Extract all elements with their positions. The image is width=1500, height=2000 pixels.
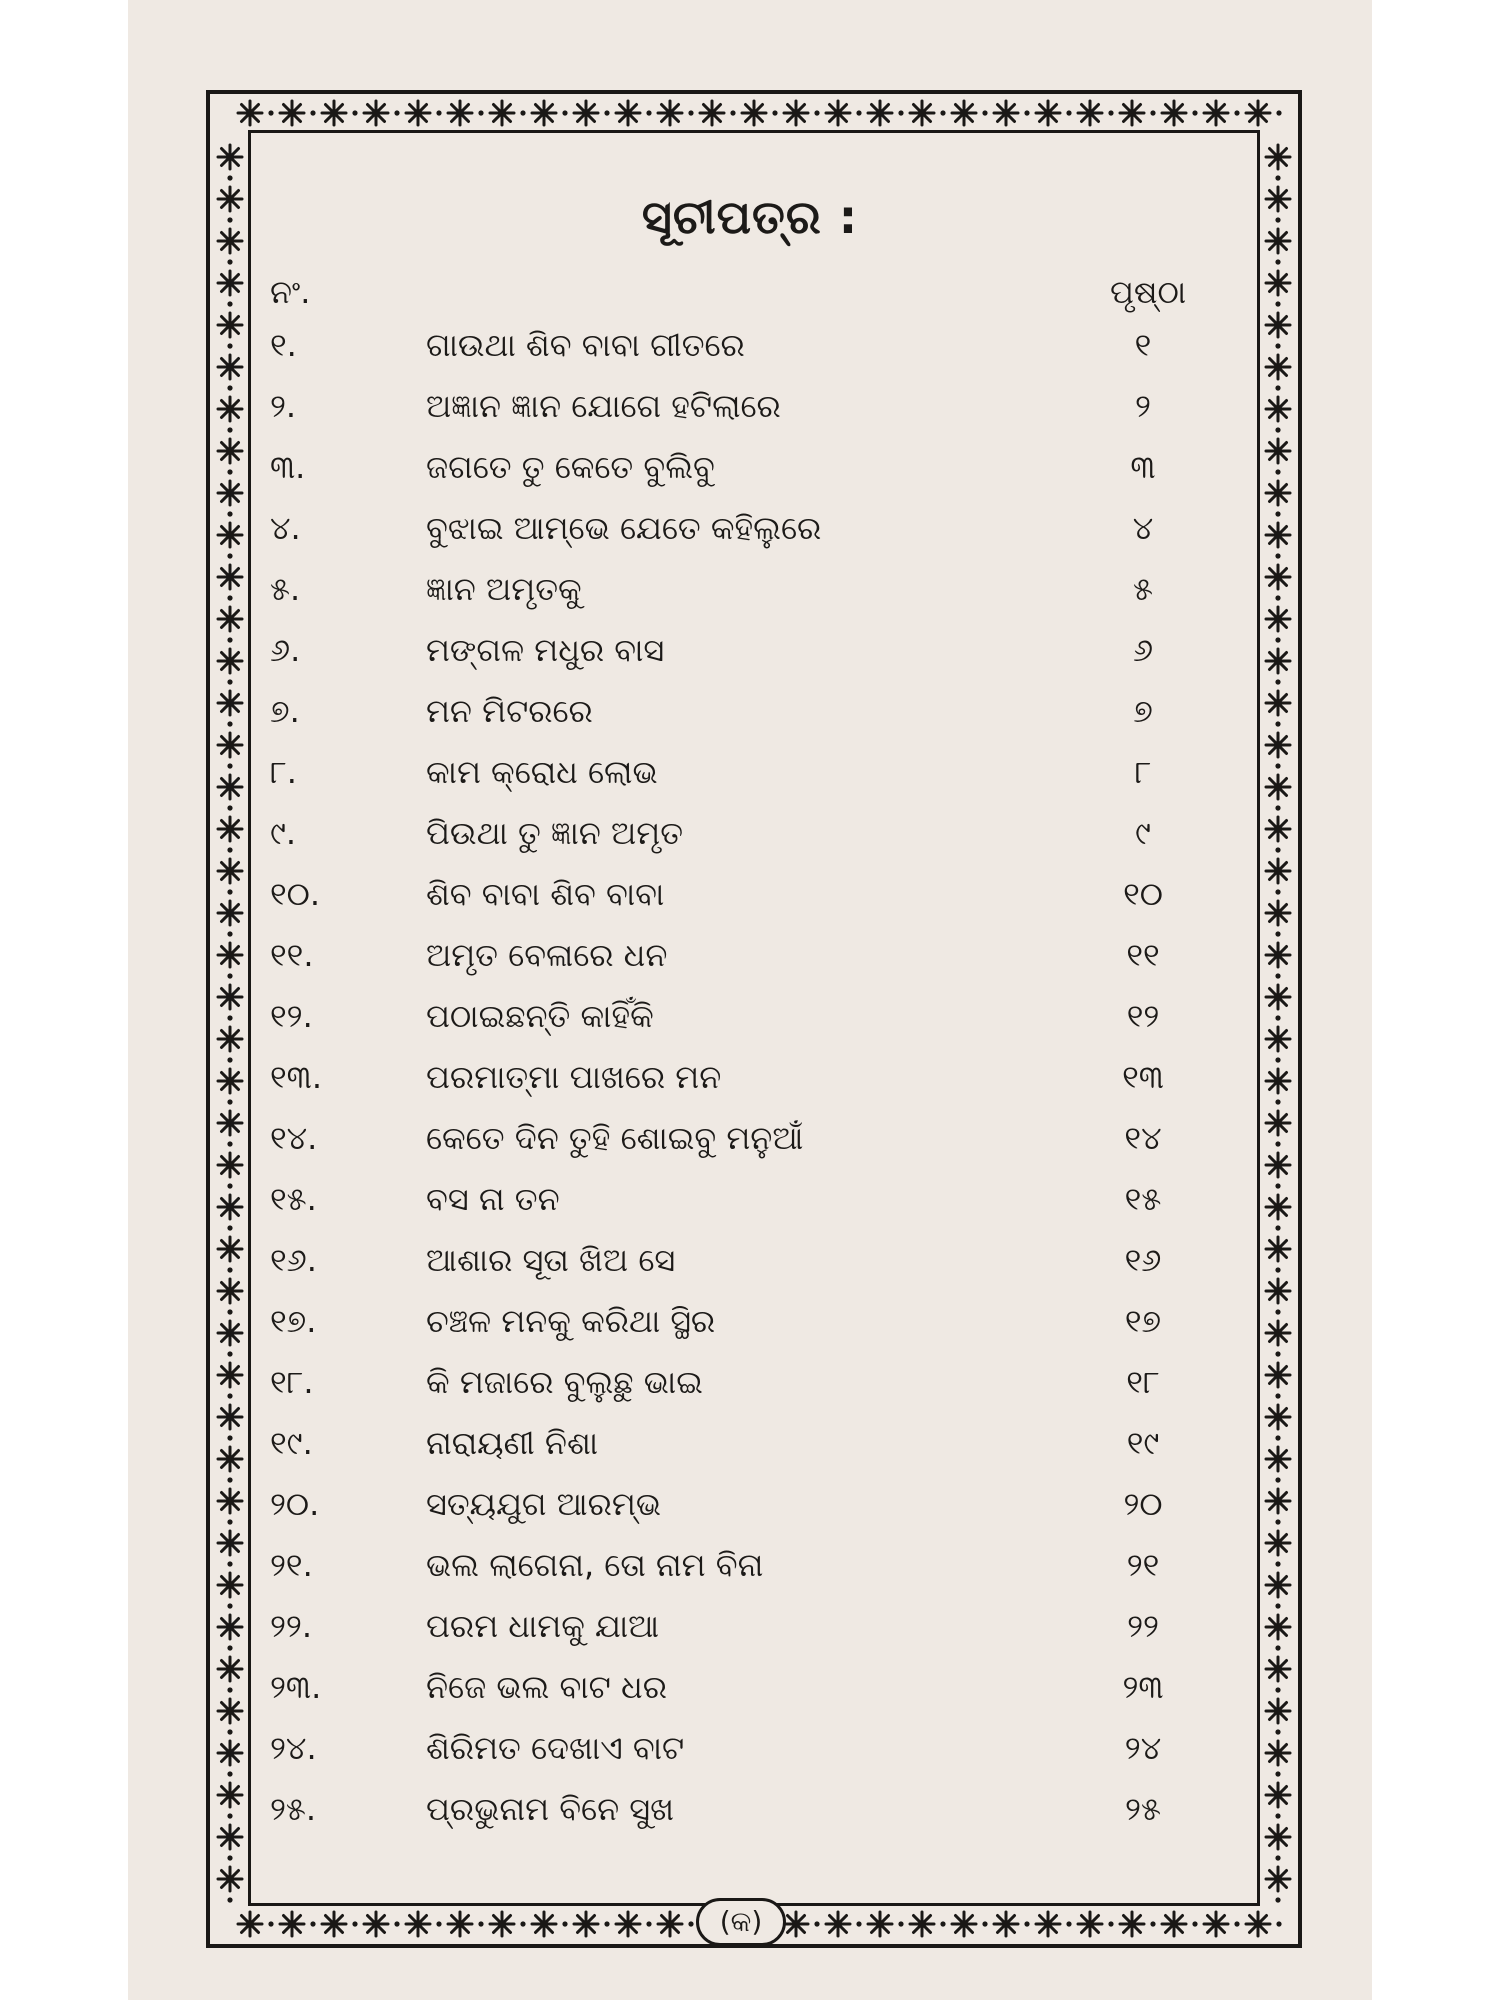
asterisk-flower-chain-icon (784, 1912, 808, 1936)
asterisk-flower-chain-icon (218, 1867, 242, 1891)
page-column-header: ପୃଷ୍ଠା (1110, 273, 1187, 311)
asterisk-flower-chain-icon (616, 101, 640, 125)
toc-entry-title: କି ମଜାରେ ବୁଲୁଛୁ ଭାଇ (426, 1363, 703, 1401)
toc-entry-page: ୧୪ (1124, 1119, 1162, 1157)
toc-entry-number: ୧୮. (270, 1363, 314, 1401)
asterisk-flower-chain-icon (1246, 101, 1270, 125)
toc-row (128, 562, 1372, 623)
asterisk-flower-chain-icon (238, 1912, 262, 1936)
toc-row (128, 1416, 1372, 1477)
toc-entry-number: ୩. (270, 448, 306, 486)
asterisk-flower-chain-icon (218, 145, 242, 169)
toc-entry-page: ୨୦ (1123, 1485, 1163, 1523)
toc-row (128, 1660, 1372, 1721)
toc-entry-title: ଚଞ୍ଚଳ ମନକୁ କରିଥା ସ୍ଥିର (426, 1302, 716, 1340)
toc-row (128, 1355, 1372, 1416)
toc-entry-page: ୩ (1130, 448, 1156, 486)
toc-entry-number: ୧୫. (270, 1180, 317, 1218)
toc-entry-title: ଜ୍ଞାନ ଅମୃତକୁ (426, 570, 582, 608)
asterisk-flower-chain-icon (490, 101, 514, 125)
toc-entry-page: ୧୮ (1126, 1363, 1160, 1401)
toc-entry-title: ଆଶାର ସୂତା ଖିଅ ସେ (426, 1241, 676, 1279)
asterisk-flower-chain-icon (994, 1912, 1018, 1936)
decorative-border-top (212, 96, 1296, 130)
asterisk-flower-chain-icon (406, 101, 430, 125)
toc-entry-page: ୭ (1133, 692, 1153, 730)
asterisk-flower-chain-icon (406, 1912, 430, 1936)
toc-entry-page: ୧୨ (1126, 997, 1160, 1035)
toc-row (128, 1599, 1372, 1660)
toc-entry-page: ୫ (1133, 570, 1153, 608)
toc-entry-number: ୯. (270, 814, 297, 852)
toc-entry-number: ୨୨. (270, 1607, 313, 1645)
asterisk-flower-chain-icon (952, 1912, 976, 1936)
page-title: ସୂଚୀପତ୍ର : (641, 190, 859, 244)
toc-entry-title: ଅମୃତ ବେଳାରେ ଧନ (426, 936, 668, 974)
toc-row (128, 1721, 1372, 1782)
toc-entry-title: ନିଜେ ଭଲ ବାଟ ଧର (426, 1668, 667, 1706)
asterisk-flower-chain-icon (280, 1912, 304, 1936)
asterisk-flower-chain-icon (952, 101, 976, 125)
number-column-header: ନଂ. (270, 273, 311, 311)
toc-entry-number: ୨. (270, 387, 297, 425)
toc-entry-number: ୧୯. (270, 1424, 313, 1462)
toc-entry-number: ୧୪. (270, 1119, 318, 1157)
page-number-marker: (କ) (696, 1898, 786, 1946)
toc-row (128, 867, 1372, 928)
asterisk-flower-chain-icon (490, 1912, 514, 1936)
toc-row (128, 745, 1372, 806)
asterisk-flower-chain-icon (826, 1912, 850, 1936)
toc-entry-title: ବସ ନା ତନ (426, 1180, 560, 1218)
toc-entry-page: ୨୩ (1122, 1668, 1164, 1706)
toc-entry-title: ଗାଉଥା ଶିବ ବାବା ଗୀତରେ (426, 326, 745, 364)
book-page (128, 0, 1372, 2000)
toc-entry-number: ୧. (270, 326, 297, 364)
toc-entry-title: ଭଲ ଲାଗେନା, ତୋ ନାମ ବିନା (426, 1546, 764, 1584)
toc-row (128, 1111, 1372, 1172)
toc-row (128, 806, 1372, 867)
asterisk-flower-chain-icon (574, 1912, 598, 1936)
toc-entry-page: ୮ (1134, 753, 1152, 791)
toc-entry-page: ୨୫ (1125, 1790, 1161, 1828)
toc-entry-number: ୨୩. (270, 1668, 322, 1706)
toc-entry-number: ୨୧. (270, 1546, 313, 1584)
asterisk-flower-chain-icon (1078, 1912, 1102, 1936)
asterisk-flower-chain-icon (868, 101, 892, 125)
toc-row (128, 623, 1372, 684)
toc-row (128, 379, 1372, 440)
toc-entry-number: ୧୭. (270, 1302, 317, 1340)
toc-entry-number: ୧୧. (270, 936, 314, 974)
asterisk-flower-chain-icon (322, 101, 346, 125)
toc-row (128, 928, 1372, 989)
toc-entry-title: କାମ କ୍ରୋଧ ଲୋଭ (426, 753, 658, 791)
toc-entry-title: ଜଗତେ ତୁ କେତେ ବୁଲିବୁ (426, 448, 715, 486)
toc-entry-title: ନାରାୟଣୀ ନିଶା (426, 1424, 599, 1462)
toc-entry-title: ପରମ ଧାମକୁ ଯାଆ (426, 1607, 660, 1645)
asterisk-flower-chain-icon (532, 101, 556, 125)
toc-entry-number: ୪. (270, 509, 301, 547)
toc-row (128, 1050, 1372, 1111)
asterisk-flower-chain-icon (1036, 101, 1060, 125)
toc-entry-title: ପରମାତ୍ମା ପାଖରେ ମନ (426, 1058, 722, 1096)
toc-row (128, 1477, 1372, 1538)
asterisk-flower-chain-icon (868, 1912, 892, 1936)
toc-row (128, 1233, 1372, 1294)
toc-entry-page: ୬ (1132, 631, 1154, 669)
toc-entry-title: ମଙ୍ଗଳ ମଧୁର ବାସ (426, 631, 665, 669)
asterisk-flower-chain-icon (1204, 1912, 1228, 1936)
toc-row (128, 1294, 1372, 1355)
toc-entry-title: ମନ ମିଟରରେ (426, 692, 593, 730)
toc-entry-title: ଶିବ ବାବା ଶିବ ବାବା (426, 875, 665, 913)
asterisk-flower-chain-icon (218, 271, 242, 295)
asterisk-flower-chain-icon (1036, 1912, 1060, 1936)
asterisk-flower-chain-icon (1266, 271, 1290, 295)
asterisk-flower-chain-icon (1162, 101, 1186, 125)
asterisk-flower-chain-icon (910, 101, 934, 125)
toc-entry-page: ୧ (1134, 326, 1152, 364)
toc-entry-page: ୯ (1135, 814, 1151, 852)
asterisk-flower-chain-icon (1120, 101, 1144, 125)
toc-entry-number: ୧୬. (270, 1241, 317, 1279)
toc-entry-page: ୧୧ (1126, 936, 1160, 974)
toc-entry-number: ୫. (270, 570, 301, 608)
toc-row (128, 684, 1372, 745)
asterisk-flower-chain-icon (1120, 1912, 1144, 1936)
toc-entry-page: ୨୧ (1126, 1546, 1160, 1584)
toc-row (128, 1172, 1372, 1233)
toc-entry-number: ୬. (270, 631, 301, 669)
toc-entry-page: ୧୭ (1124, 1302, 1162, 1340)
asterisk-flower-chain-icon (784, 101, 808, 125)
asterisk-flower-chain-icon (742, 101, 766, 125)
asterisk-flower-chain-icon (910, 1912, 934, 1936)
asterisk-flower-chain-icon (1266, 1867, 1290, 1891)
asterisk-flower-chain-icon (994, 101, 1018, 125)
asterisk-flower-chain-icon (1246, 1912, 1270, 1936)
toc-entry-number: ୮. (270, 753, 297, 791)
asterisk-flower-chain-icon (1162, 1912, 1186, 1936)
toc-entry-page: ୨୪ (1124, 1729, 1162, 1767)
toc-entry-page: ୧୫ (1124, 1180, 1162, 1218)
toc-entry-number: ୭. (270, 692, 300, 730)
toc-entry-number: ୧୦. (270, 875, 321, 913)
toc-entry-title: କେତେ ଦିନ ତୁହି ଶୋଇବୁ ମନୁଆଁ (426, 1119, 804, 1157)
asterisk-flower-chain-icon (826, 101, 850, 125)
asterisk-flower-chain-icon (448, 1912, 472, 1936)
toc-entry-title: ପିଉଥା ତୁ ଜ୍ଞାନ ଅମୃତ (426, 814, 684, 852)
toc-entry-page: ୧୯ (1126, 1424, 1160, 1462)
toc-row (128, 318, 1372, 379)
toc-entry-title: ଶିରିମତ ଦେଖାଏ ବାଟ (426, 1729, 685, 1767)
toc-entry-page: ୧୦ (1123, 875, 1163, 913)
toc-entry-number: ୨୫. (270, 1790, 317, 1828)
toc-entry-page: ୨୨ (1127, 1607, 1159, 1645)
asterisk-flower-chain-icon (364, 1912, 388, 1936)
asterisk-flower-chain-icon (574, 101, 598, 125)
toc-entry-title: ପଠାଇଛନ୍ତି କାହିଁକି (426, 997, 654, 1035)
asterisk-flower-chain-icon (364, 101, 388, 125)
asterisk-flower-chain-icon (322, 1912, 346, 1936)
asterisk-flower-chain-icon (238, 101, 262, 125)
toc-entry-title: ସତ୍ୟଯୁଗ ଆରମ୍ଭ (426, 1485, 662, 1523)
toc-entry-number: ୧୨. (270, 997, 313, 1035)
asterisk-flower-chain-icon (700, 101, 724, 125)
toc-row (128, 1782, 1372, 1843)
toc-entry-title: ପ୍ରଭୁନାମ ବିନେ ସୁଖ (426, 1790, 675, 1828)
toc-entry-page: ୧୩ (1122, 1058, 1164, 1096)
toc-entry-title: ଅଜ୍ଞାନ ଜ୍ଞାନ ଯୋଗେ ହଟିଲାରେ (426, 387, 781, 425)
toc-entry-page: ୧୬ (1124, 1241, 1162, 1279)
toc-row (128, 440, 1372, 501)
asterisk-flower-chain-icon (1204, 101, 1228, 125)
asterisk-flower-chain-icon (280, 101, 304, 125)
toc-entry-number: ୨୪. (270, 1729, 317, 1767)
toc-entry-page: ୨ (1135, 387, 1151, 425)
toc-entry-page: ୪ (1132, 509, 1154, 547)
asterisk-flower-chain-icon (616, 1912, 640, 1936)
asterisk-flower-chain-icon (658, 101, 682, 125)
toc-entry-title: ବୁଝାଇ ଆମ୍ଭେ ଯେତେ କହିଲୁରେ (426, 509, 822, 547)
asterisk-flower-chain-icon (448, 101, 472, 125)
asterisk-flower-chain-icon (1266, 145, 1290, 169)
toc-row (128, 501, 1372, 562)
toc-row (128, 1538, 1372, 1599)
asterisk-flower-chain-icon (658, 1912, 682, 1936)
asterisk-flower-chain-icon (532, 1912, 556, 1936)
asterisk-flower-chain-icon (1078, 101, 1102, 125)
toc-row (128, 989, 1372, 1050)
toc-entry-number: ୧୩. (270, 1058, 322, 1096)
toc-entry-number: ୨୦. (270, 1485, 320, 1523)
